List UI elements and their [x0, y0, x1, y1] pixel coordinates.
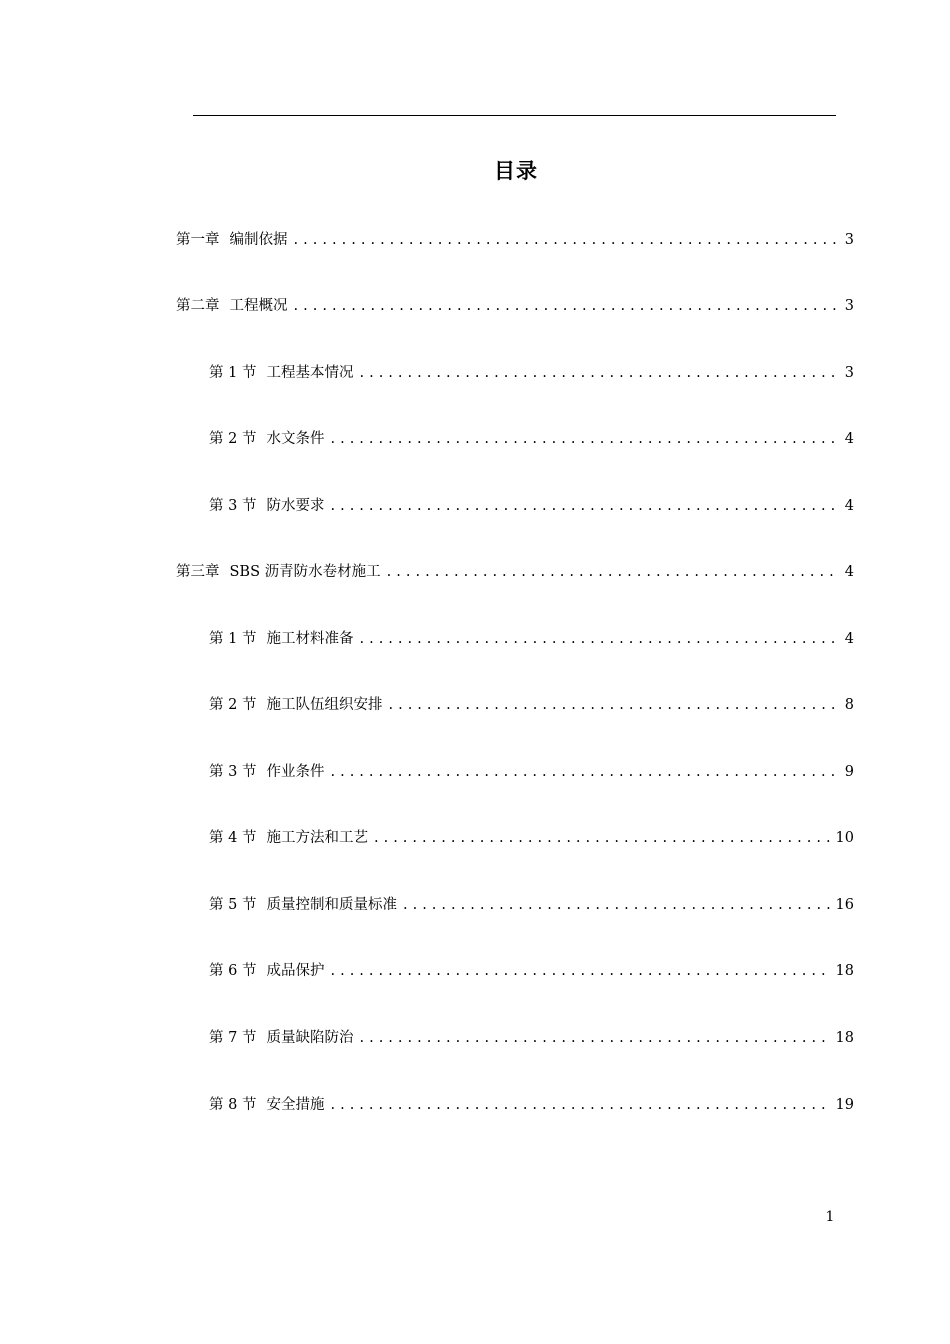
- toc-dot-leader: [359, 627, 840, 651]
- toc-entry-page: 18: [835, 1030, 854, 1046]
- page-number: 1: [825, 1209, 835, 1225]
- toc-entry-chapter-1[interactable]: [176, 228, 854, 252]
- toc-dot-leader: [359, 1026, 831, 1050]
- toc-entry-page: 19: [835, 1097, 854, 1113]
- toc-entry-title: 防水要求: [266, 498, 325, 514]
- toc-entry-number: 第 3 节: [209, 498, 257, 514]
- toc-entry-title: 作业条件: [266, 764, 325, 780]
- toc-dot-leader: [374, 826, 832, 850]
- toc-entry-number: 第一章: [176, 232, 220, 248]
- toc-entry-number: 第 1 节: [209, 365, 257, 381]
- toc-entry-section[interactable]: [209, 959, 854, 983]
- toc-entry-page: 4: [844, 431, 854, 447]
- toc-entry-section[interactable]: [209, 760, 854, 784]
- toc-entry-page: 4: [844, 498, 854, 514]
- toc-entry-title: 水文条件: [266, 431, 325, 447]
- toc-entry-page: 3: [844, 298, 854, 314]
- toc-entry-number: 第 8 节: [209, 1097, 257, 1113]
- toc-entry-page: 18: [835, 963, 854, 979]
- toc-entry-number: 第 2 节: [209, 697, 257, 713]
- toc-entry-section[interactable]: [209, 893, 854, 917]
- toc-dot-leader: [294, 228, 841, 252]
- toc-dot-leader: [330, 760, 840, 784]
- toc-entry-page: 9: [844, 764, 854, 780]
- toc-entry-title: 质量缺陷防治: [266, 1030, 354, 1046]
- toc-entry-section[interactable]: [209, 427, 854, 451]
- toc-entry-title: 施工队伍组织安排: [266, 697, 383, 713]
- toc-entry-chapter-2[interactable]: [176, 294, 854, 318]
- toc-dot-leader: [403, 893, 832, 917]
- toc-entry-number: 第二章: [176, 298, 220, 314]
- toc-entry-title: 工程概况: [229, 298, 288, 314]
- toc-entry-page: 4: [844, 564, 854, 580]
- toc-entry-section[interactable]: [209, 1093, 854, 1117]
- toc-entry-number: 第 2 节: [209, 431, 257, 447]
- toc-entry-page: 10: [835, 830, 854, 846]
- toc-entry-page: 3: [844, 232, 854, 248]
- toc-dot-leader: [330, 427, 840, 451]
- toc-entry-title: 工程基本情况: [266, 365, 354, 381]
- toc-entry-title: 成品保护: [266, 963, 325, 979]
- toc-entry-title: 施工方法和工艺: [266, 830, 368, 846]
- toc-dot-leader: [359, 361, 840, 385]
- toc-entry-section[interactable]: [209, 1026, 854, 1050]
- toc-dot-leader: [330, 494, 840, 518]
- toc-entry-title: 施工材料准备: [266, 631, 354, 647]
- toc-dot-leader: [330, 959, 831, 983]
- toc-dot-leader: [294, 294, 841, 318]
- toc-entry-title: 编制依据: [229, 232, 288, 248]
- toc-entry-chapter-3[interactable]: [176, 560, 854, 584]
- toc-entry-page: 8: [844, 697, 854, 713]
- toc-entry-page: 16: [835, 897, 854, 913]
- toc-dot-leader: [388, 693, 840, 717]
- toc-entry-page: 3: [844, 365, 854, 381]
- toc-entry-number: 第 5 节: [209, 897, 257, 913]
- toc-entry-section[interactable]: [209, 494, 854, 518]
- toc-dot-leader: [330, 1093, 831, 1117]
- toc-entry-number: 第 3 节: [209, 764, 257, 780]
- toc-entry-title: SBS 沥青防水卷材施工: [229, 564, 381, 580]
- toc-entry-section[interactable]: [209, 627, 854, 651]
- toc-entry-section[interactable]: [209, 361, 854, 385]
- toc-entry-number: 第三章: [176, 564, 220, 580]
- toc-entry-section[interactable]: [209, 826, 854, 850]
- toc-entry-page: 4: [844, 631, 854, 647]
- toc-entry-section[interactable]: [209, 693, 854, 717]
- toc-entry-title: 质量控制和质量标准: [266, 897, 397, 913]
- toc-dot-leader: [387, 560, 840, 584]
- toc-title: 目录: [494, 159, 538, 183]
- toc-entry-title: 安全措施: [266, 1097, 325, 1113]
- toc-entry-number: 第 6 节: [209, 963, 257, 979]
- toc-entry-number: 第 1 节: [209, 631, 257, 647]
- toc-entry-number: 第 4 节: [209, 830, 257, 846]
- toc-entry-number: 第 7 节: [209, 1030, 257, 1046]
